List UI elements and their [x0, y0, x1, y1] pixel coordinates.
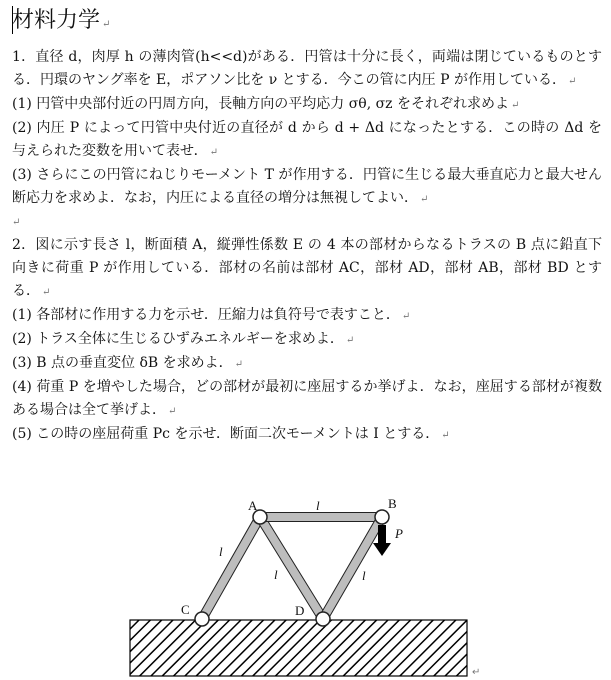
label-member-ab: l [316, 498, 320, 513]
ground [130, 620, 467, 676]
member-ac [202, 517, 260, 619]
label-node-a: A [248, 498, 258, 513]
q1-item-2: (2) 内圧 P によって円管中央付近の直径が d から d + Δd になったとする．この時の Δd を与えられた変数を用いて表せ． ↵ [12, 120, 602, 159]
q2-item-4: (4) 荷重 P を増やした場合，どの部材が最初に座屈するか挙げよ．なお，座屈する部材が複数ある場合は全て挙げよ． ↵ [12, 379, 602, 418]
return-mark: ↵ [102, 19, 111, 30]
load-arrow-head [373, 543, 391, 556]
label-member-ad: l [274, 567, 278, 582]
label-member-bd: l [362, 568, 366, 583]
q1-item-1: (1) 円管中央部付近の円周方向，長軸方向の平均応力 σθ, σz をそれぞれ求めよ ↵ [12, 96, 520, 112]
title-text: 材料力学 [12, 8, 101, 33]
q2-item-3: (3) B 点の垂直変位 δB を求めよ． ↵ [12, 355, 244, 371]
ground-hatch [130, 620, 467, 676]
q1-item-3: (3) さらにこの円管にねじりモーメント T が作用する．円管に生じる最大垂直応力と最大せん断応力を求めよ．なお，内圧による直径の増分は無視してよい． ↵ [12, 167, 602, 206]
node-c [195, 612, 209, 626]
q2-item-1: (1) 各部材に作用する力を示せ．圧縮力は負符号で表すこと． ↵ [12, 307, 411, 323]
node-b [375, 510, 389, 524]
label-node-c: C [181, 602, 190, 617]
blank-line: ↵ [12, 217, 21, 228]
q2-item-2: (2) トラス全体に生じるひずみエネルギーを求めよ． ↵ [12, 331, 355, 347]
member-ad [260, 517, 323, 619]
member-bd [323, 517, 382, 619]
label-load-p: P [395, 526, 403, 541]
load-arrow-shaft [378, 525, 386, 545]
q2-intro: 2．図に示す長さ l，断面積 A，縦弾性係数 E の 4 本の部材からなるトラスの B 点に鉛直下向きに荷重 P が作用している．部材の名前は部材 AC，部材 AD，部材 AB，部材 BD とする． ↵ [12, 237, 602, 299]
figure-return-mark: ↵ [472, 667, 481, 678]
label-member-ac: l [219, 544, 223, 559]
label-node-d: D [295, 603, 305, 618]
node-d [316, 612, 330, 626]
truss-members [202, 517, 382, 619]
q1-intro: 1．直径 d，肉厚 h の薄肉管(h<<d)がある．円管は十分に長く，両端は閉じているものとする．円環のヤング率を E，ポアソン比を ν とする．今この管に内圧 P が作用している． ↵ [12, 49, 602, 88]
label-node-b: B [388, 496, 397, 511]
q2-item-5: (5) この時の座屈荷重 Pc を示せ．断面二次モーメントは I とする． ↵ [12, 426, 450, 442]
